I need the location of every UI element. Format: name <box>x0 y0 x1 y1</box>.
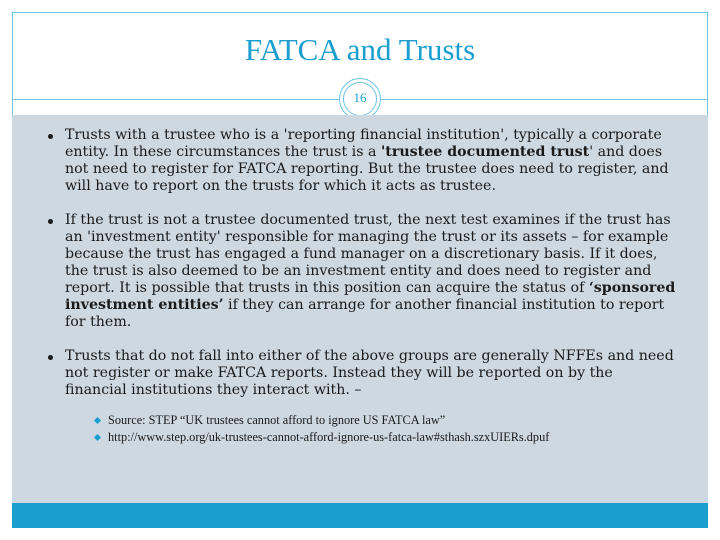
bullet-text: Trusts with a trustee who is a 'reporting financial institution', typically a corporate entity. In these circumstances the trust is a <box>65 127 662 160</box>
bullet-item <box>65 127 678 195</box>
page-number: 16 <box>353 90 367 105</box>
bullet-text: if they can arrange for another financial institution to report for them. <box>65 297 665 330</box>
bullet-dot-icon <box>48 219 53 224</box>
bullet-bold-text: 'trustee documented trust <box>380 144 590 160</box>
bullet-text: If the trust is not a trustee documented trust, the next test examines if the trust has an 'investment entity' responsible for managing the trust or its assets – for example because the trust has engaged a fund manager on a discretionary basis. If it does, the trust is also deemed to be an investment entity and does need to register and report. It is possible that trusts in this position can acquire the status of <box>65 212 671 296</box>
bullet-list <box>12 115 708 399</box>
slide-title: FATCA and Trusts <box>244 32 476 67</box>
bullet-text: Trusts that do not fall into either of the above groups are generally NFFEs and need not register or make FATCA reports. Instead they will be reported on by the financial institutions they interact with. – <box>65 348 674 398</box>
bullet-text: ' and does not need to register for FATCA reporting. But the trustee does need to register, and will have to report on the trusts for which it acts as trustee. <box>65 144 669 194</box>
content-panel <box>12 115 708 503</box>
source-citation: Source: STEP “UK trustees cannot afford to ignore US FATCA law” <box>108 412 678 429</box>
bullet-item <box>65 212 678 331</box>
bullet-dot-icon <box>48 134 53 139</box>
sub-bullet-list <box>12 412 708 446</box>
page-number-badge <box>339 78 381 120</box>
bullet-bold-text: ‘sponsored investment entities’ <box>65 280 676 313</box>
bullet-item <box>65 348 678 399</box>
diamond-bullet-icon <box>94 417 101 424</box>
bottom-bar <box>12 503 708 528</box>
bullet-dot-icon <box>48 355 53 360</box>
source-url[interactable]: http://www.step.org/uk-trustees-cannot-afford-ignore-us-fatca-law#sthash.szxUIERs.dpuf <box>108 429 678 446</box>
diamond-bullet-icon <box>94 434 101 441</box>
